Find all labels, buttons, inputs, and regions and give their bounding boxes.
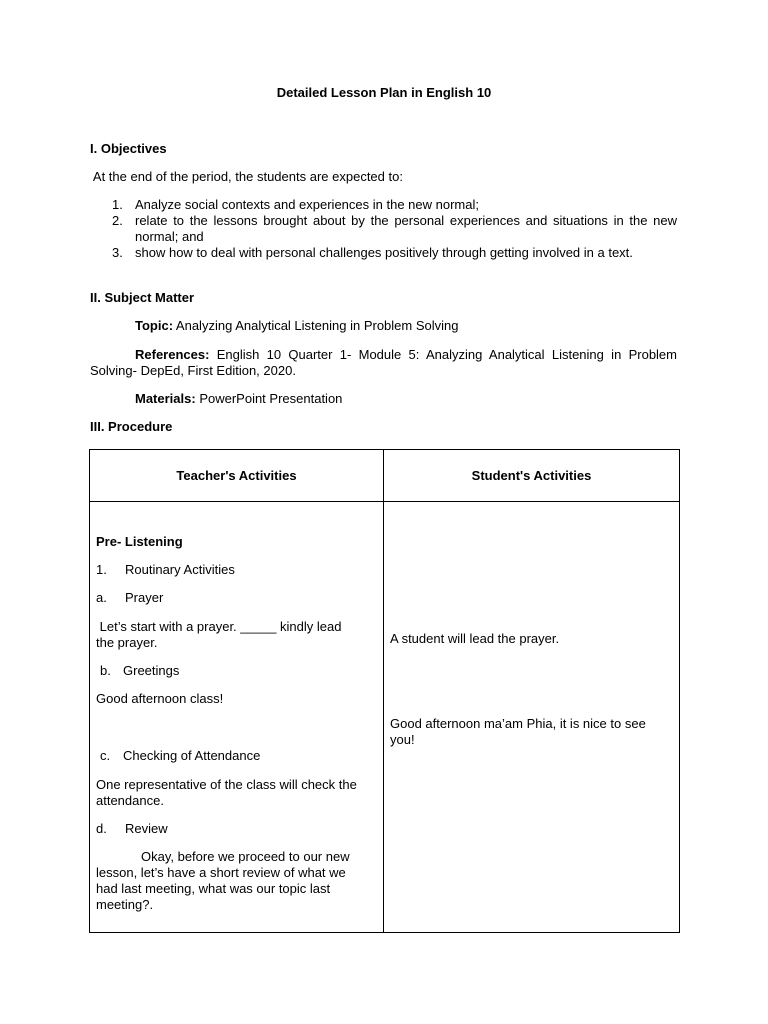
prayer-item bbox=[96, 590, 164, 606]
objective-text: show how to deal with personal challenges positively through getting involved in a text. bbox=[135, 245, 633, 260]
materials-label: Materials: bbox=[135, 391, 196, 406]
routinary-number: 1. bbox=[96, 562, 107, 577]
student-activities-header: Student's Activities bbox=[384, 450, 680, 502]
procedure-table-header bbox=[90, 450, 680, 502]
objective-item bbox=[112, 197, 677, 213]
attendance-item bbox=[100, 748, 261, 764]
attendance-label: Checking of Attendance bbox=[123, 748, 261, 763]
topic-value: Analyzing Analytical Listening in Problem Solving bbox=[173, 318, 459, 333]
review-text: Okay, before we proceed to our new lesson, let’s have a short review of what we had last meeting, what was our topic last meeting?. bbox=[96, 849, 350, 912]
prayer-number: a. bbox=[96, 590, 107, 605]
pre-listening-heading: Pre- Listening bbox=[96, 534, 183, 549]
procedure-table bbox=[89, 449, 680, 933]
greetings-number: b. bbox=[100, 663, 111, 678]
greetings-text: Good afternoon class! bbox=[96, 691, 224, 706]
objectives-list bbox=[112, 197, 677, 261]
greetings-label: Greetings bbox=[123, 663, 180, 678]
review-item bbox=[96, 821, 168, 837]
topic-label: Topic: bbox=[135, 318, 174, 333]
student-prayer-response: A student will lead the prayer. bbox=[390, 631, 560, 646]
review-label: Review bbox=[125, 821, 168, 836]
prayer-label: Prayer bbox=[125, 590, 164, 605]
materials-value: PowerPoint Presentation bbox=[195, 391, 343, 406]
references-label: References: bbox=[135, 347, 210, 362]
objectives-heading: I. Objectives bbox=[90, 141, 167, 156]
review-number: d. bbox=[96, 821, 107, 836]
objective-text: relate to the lessons brought about by the personal experiences and situations in the new normal; and bbox=[135, 213, 677, 244]
objective-text: Analyze social contexts and experiences in the new normal; bbox=[135, 197, 479, 212]
procedure-heading: III. Procedure bbox=[90, 419, 173, 434]
teacher-activities-header: Teacher's Activities bbox=[90, 450, 384, 502]
procedure-table-row bbox=[90, 502, 680, 933]
topic-line bbox=[135, 318, 458, 334]
references-value: English 10 Quarter 1- Module 5: Analyzing Analytical Listening in Problem Solving- DepEd, First Edition, 2020. bbox=[90, 347, 677, 378]
routinary-item bbox=[96, 562, 235, 578]
prayer-text: Let’s start with a prayer. _____ kindly lead the prayer. bbox=[96, 619, 346, 650]
student-activities-cell bbox=[384, 502, 680, 933]
greetings-item bbox=[100, 663, 180, 679]
document-title: Detailed Lesson Plan in English 10 bbox=[276, 85, 492, 100]
objective-item bbox=[112, 213, 677, 245]
subject-matter-heading: II. Subject Matter bbox=[90, 290, 195, 305]
objective-number: 3. bbox=[112, 245, 123, 260]
routinary-label: Routinary Activities bbox=[125, 562, 235, 577]
attendance-number: c. bbox=[100, 748, 111, 763]
materials-line bbox=[135, 391, 342, 407]
objective-item bbox=[112, 245, 677, 261]
objective-number: 2. bbox=[112, 213, 123, 228]
attendance-text: One representative of the class will check the attendance. bbox=[96, 777, 357, 808]
objectives-intro-text: At the end of the period, the students are expected to: bbox=[92, 169, 403, 184]
teacher-activities-cell bbox=[90, 502, 384, 933]
references-line bbox=[90, 347, 677, 379]
student-greeting-response: Good afternoon ma’am Phia, it is nice to see you! bbox=[390, 716, 646, 747]
objectives-intro bbox=[90, 169, 403, 185]
objective-number: 1. bbox=[112, 197, 123, 212]
